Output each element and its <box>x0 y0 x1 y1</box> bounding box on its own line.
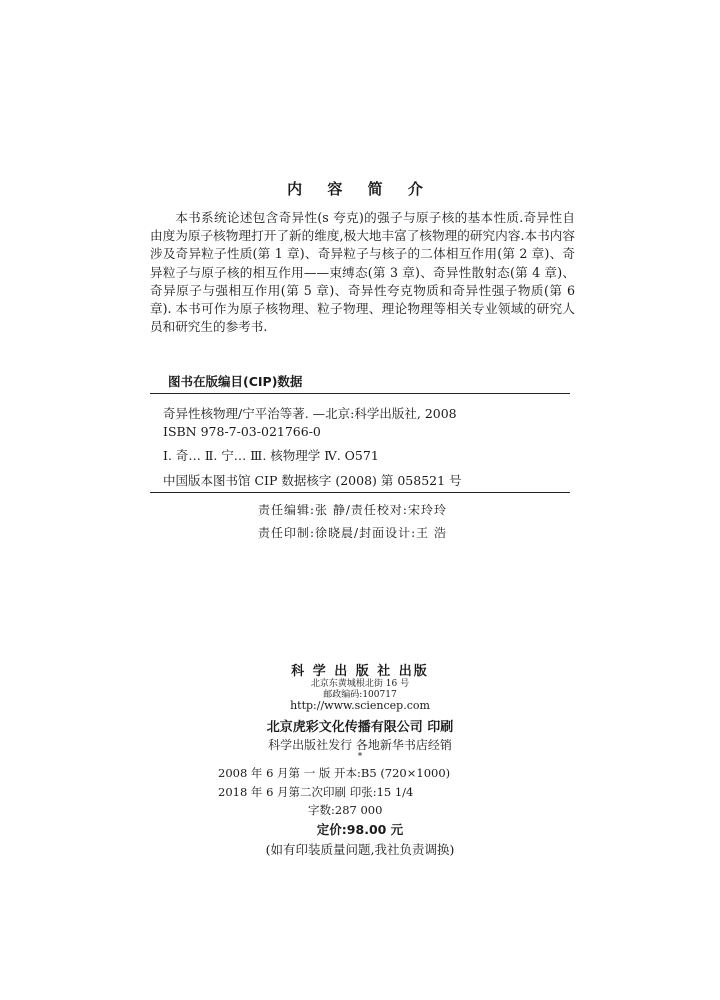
edition-line: 2008 年 6 月第 一 版 开本:B5 (720×1000) <box>218 766 451 780</box>
publisher-name: 科 学 出 版 社 出版 <box>291 664 429 679</box>
price: 定价:98.00 元 <box>316 822 404 837</box>
cip-classification-line: Ⅰ. 奇… Ⅱ. 宁… Ⅲ. 核物理学 Ⅳ. O571 <box>163 448 379 463</box>
word-count-line: 字数:287 000 <box>308 803 383 817</box>
summary-paragraph-2: 本书可作为原子核物理、粒子物理、理论物理等相关专业领域的研究人员和研究生的参考书. <box>150 301 575 335</box>
publisher-postcode: 邮政编码:100717 <box>323 690 397 700</box>
separator-star: * <box>357 752 363 762</box>
quality-note: (如有印装质量问题,我社负责调换) <box>265 842 455 857</box>
publisher-address: 北京东黄城根北街 16 号 <box>310 679 410 689</box>
cip-isbn-line: ISBN 978-7-03-021766-0 <box>163 424 321 439</box>
cip-heading: 图书在版编目(CIP)数据 <box>168 374 303 389</box>
summary-paragraph-1: 本书系统论述包含奇异性(s 夸克)的强子与原子核的基本性质.奇异性自由度为原子核物理打开了新的维度,极大地丰富了核物理的研究内容.本书内容涉及奇异粒子性质(第 1 章)、奇异粒子与核子的二体相互作用(第 2 章)、奇异粒子与原子核的相互作用——束缚态(第 3 章)、奇异性散射态(第 4 章)、奇异原子与强相互作用(第 5 章)、奇异性夸克物质和奇异性强子物质(第 6 章). <box>150 210 575 317</box>
cip-record-line: 中国版本图书馆 CIP 数据核字 (2008) 第 058521 号 <box>163 473 462 488</box>
distribution-line: 科学出版社发行 各地新华书店经销 <box>268 738 452 752</box>
publisher-url: http://www.sciencep.com <box>290 699 430 712</box>
credits-production: 责任印制:徐晓晨/封面设计:王 浩 <box>258 526 447 540</box>
printer-name: 北京虎彩文化传播有限公司 印刷 <box>266 720 454 735</box>
summary-title: 内 容 简 介 <box>287 180 433 198</box>
cip-top-rule <box>150 393 570 394</box>
printing-line: 2018 年 6 月第二次印刷 印张:15 1/4 <box>218 785 414 799</box>
cip-bottom-rule <box>150 492 570 493</box>
credits-editors: 责任编辑:张 静/责任校对:宋玲玲 <box>258 503 447 517</box>
cip-title-line: 奇异性核物理/宁平治等著. —北京:科学出版社, 2008 <box>163 406 457 421</box>
